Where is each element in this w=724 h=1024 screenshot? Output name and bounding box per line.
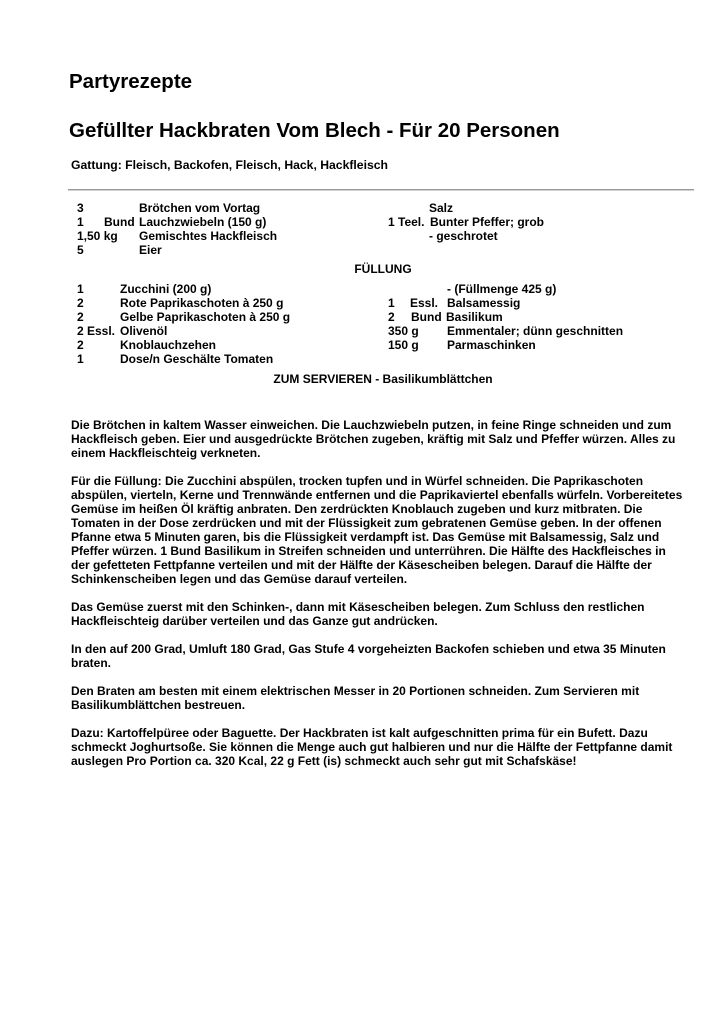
instruction-paragraph: Dazu: Kartoffelpüree oder Baguette. Der Hackbraten ist kalt aufgeschnitten prima für ein Bufett. Dazu schmeckt Joghurtsoße. Sie können die Menge auch gut halbieren und nur die Hälfte der Fettpfanne damit auslegen Pro Portion ca. 320 Kcal, 22 g Fett (is) schmeckt auch sehr gut mit Schafskäse! xyxy=(71,726,673,768)
category-heading: Partyrezepte xyxy=(69,70,193,93)
ingredient-unit: Essl. xyxy=(87,324,116,338)
ingredient-name: Lauchzwiebeln (150 g) xyxy=(139,215,267,229)
ingredient-name: Gelbe Paprikaschoten à 250 g xyxy=(120,310,291,324)
ingredient-qty: 2 xyxy=(77,310,84,324)
instruction-paragraph: Den Braten am besten mit einem elektrischen Messer in 20 Portionen schneiden. Zum Servieren mit Basilikumblättchen bestreuen. xyxy=(71,684,640,712)
ingredient-unit: Essl. xyxy=(410,296,439,310)
ingredient-qty: 1 xyxy=(77,352,84,366)
ingredient-name: Eier xyxy=(139,243,162,257)
recipe-categories: Gattung: Fleisch, Backofen, Fleisch, Hack, Hackfleisch xyxy=(71,158,388,172)
ingredient-name: Olivenöl xyxy=(120,324,168,338)
divider xyxy=(68,189,694,191)
ingredient-qty: 3 xyxy=(77,201,84,215)
ingredient-qty: 2 xyxy=(388,310,395,324)
ingredient-qty: 1 xyxy=(77,282,84,296)
ingredient-name: - geschrotet xyxy=(429,229,498,243)
ingredient-name: Brötchen vom Vortag xyxy=(139,201,261,215)
ingredient-qty: 1,50 kg xyxy=(77,229,118,243)
ingredient-unit: Bund xyxy=(104,215,135,229)
ingredient-qty: 5 xyxy=(77,243,84,257)
ingredient-name: Parmaschinken xyxy=(447,338,536,352)
ingredient-qty: 2 xyxy=(77,324,84,338)
ingredient-name: Salz xyxy=(429,201,454,215)
ingredient-name: - (Füllmenge 425 g) xyxy=(447,282,557,296)
ingredient-name: Rote Paprikaschoten à 250 g xyxy=(120,296,284,310)
ingredient-name: Knoblauchzehen xyxy=(120,338,217,352)
ingredient-qty: 2 xyxy=(77,338,84,352)
instruction-paragraph: Das Gemüse zuerst mit den Schinken-, dann mit Käsescheiben belegen. Zum Schluss den restlichen Hackfleischteig darüber verteilen und das Ganze gut andrücken. xyxy=(71,600,645,628)
ingredient-name: Emmentaler; dünn geschnitten xyxy=(447,324,624,338)
ingredient-unit: Bund xyxy=(411,310,442,324)
ingredient-name: Basilikum xyxy=(446,310,503,324)
section-servieren: ZUM SERVIEREN - Basilikumblättchen xyxy=(273,372,493,386)
instructions xyxy=(71,418,686,782)
ingredient-qty: 350 g xyxy=(388,324,419,338)
ingredient-name: Gemischtes Hackfleisch xyxy=(139,229,278,243)
ingredient-qty: 1 xyxy=(77,215,84,229)
ingredient-name: Balsamessig xyxy=(447,296,521,310)
ingredient-qty: 1 xyxy=(388,296,395,310)
ingredient-qty: 150 g xyxy=(388,338,419,352)
ingredient-name: Bunter Pfeffer; grob xyxy=(430,215,544,229)
instruction-paragraph: In den auf 200 Grad, Umluft 180 Grad, Gas Stufe 4 vorgeheizten Backofen schieben und etwa 35 Minuten braten. xyxy=(71,642,666,670)
instruction-paragraph: Die Brötchen in kaltem Wasser einweichen. Die Lauchzwiebeln putzen, in feine Ringe schneiden und zum Hackfleisch geben. Eier und ausgedrückte Brötchen zugeben, kräftig mit Salz und Pfeffer würzen. Alles zu einem Hackfleischteig verkneten. xyxy=(71,418,676,460)
ingredient-qty: 1 xyxy=(388,215,395,229)
section-fuellung: FÜLLUNG xyxy=(354,262,412,276)
ingredient-qty: 2 xyxy=(77,296,84,310)
instruction-paragraph: Für die Füllung: Die Zucchini abspülen, trocken tupfen und in Würfel schneiden. Die Paprikaschoten abspülen, vierteln, Kerne und Trennwände entfernen und die Paprikaviertel ebenfalls würfeln. Vorbereitetes Gemüse im heißen Öl kräftig anbraten. Den zerdrückten Knoblauch zugeben und kurz mitbraten. Die Tomaten in der Dose zerdrücken und mit der Flüssigkeit zum gebratenen Gemüse geben. In der offenen Pfanne etwa 5 Minuten garen, bis die Flüssigkeit verdampft ist. Das Gemüse mit Balsamessig, Salz und Pfeffer würzen. 1 Bund Basilikum in Streifen schneiden und unterrühren. Die Hälfte des Hackfleisches in der gefetteten Fettpfanne verteilen und mit der Hälfte der Käsescheiben belegen. Darauf die Hälfte der Schinkenscheiben legen und das Gemüse darauf verteilen. xyxy=(71,474,683,586)
ingredient-name: Zucchini (200 g) xyxy=(120,282,212,296)
ingredient-unit: Teel. xyxy=(398,215,425,229)
recipe-title: Gefüllter Hackbraten Vom Blech - Für 20 Personen xyxy=(69,119,560,142)
ingredient-name: Dose/n Geschälte Tomaten xyxy=(120,352,274,366)
